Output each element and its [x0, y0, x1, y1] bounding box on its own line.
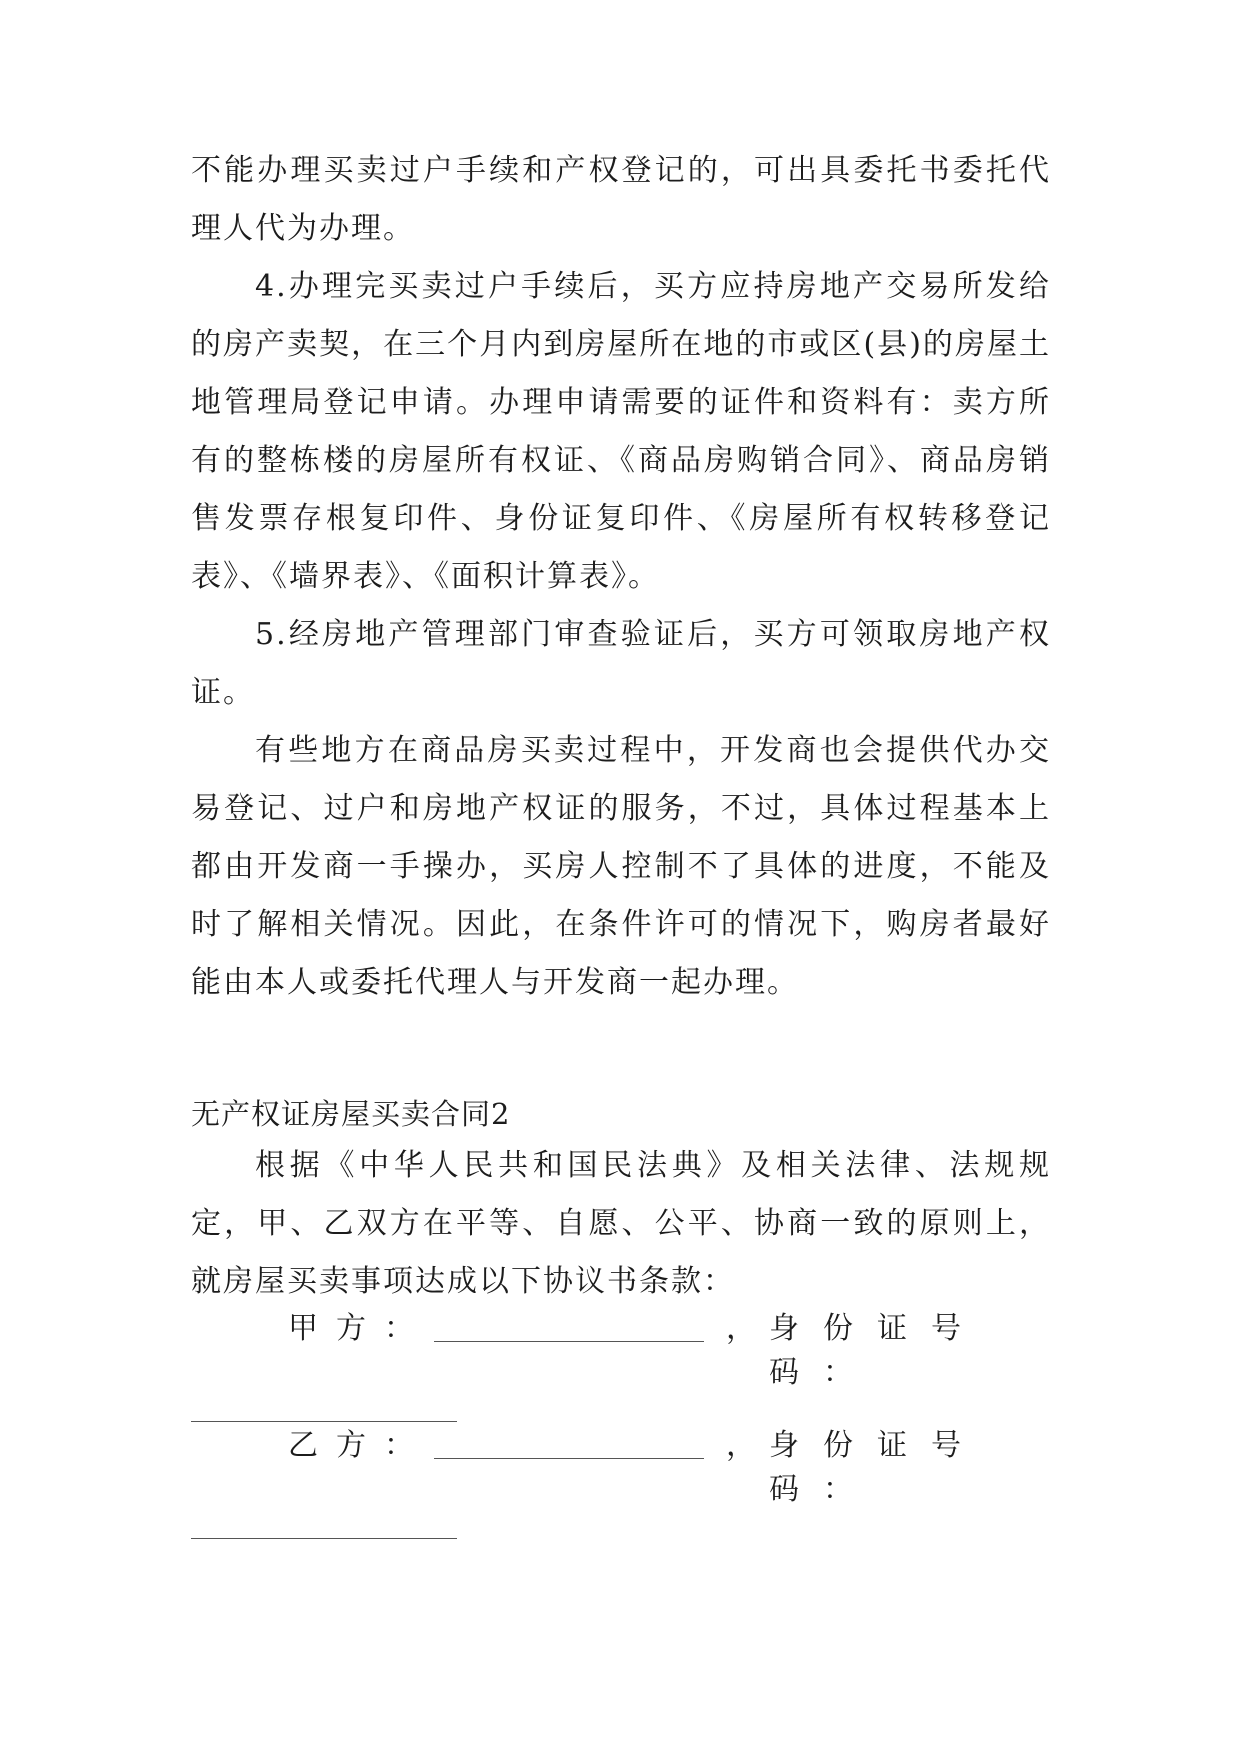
party-a-id-blank[interactable]	[191, 1421, 457, 1422]
party-b-id-label: 身份证号码：	[769, 1428, 985, 1507]
party-b-name-blank[interactable]	[434, 1458, 704, 1459]
contract-body-text	[191, 142, 1051, 1012]
paragraph-step-4: 4.办理完买卖过户手续后，买方应持房地产交易所发给的房产卖契，在三个月内到房屋所在地的市或区(县)的房屋土地管理局登记申请。办理申请需要的证件和资料有：卖方所有的整栋楼的房屋所有权证、《商品房购销合同》、商品房销售发票存根复印件、身份证复印件、《房屋所有权转移登记表》、《墙界表》、《面积计算表》。	[191, 269, 1051, 594]
party-a-name-blank[interactable]	[434, 1341, 704, 1342]
paragraph-step-5: 5.经房地产管理部门审查验证后，买方可领取房地产权证。	[191, 617, 1051, 710]
paragraph-continuation: 不能办理买卖过户手续和产权登记的，可出具委托书委托代理人代为办理。	[191, 153, 1051, 246]
party-a-label: 甲方：	[288, 1311, 432, 1346]
section-title: 无产权证房屋买卖合同2	[191, 1097, 511, 1131]
party-a-separator: ，	[726, 1311, 756, 1346]
party-b-label: 乙方：	[288, 1428, 432, 1463]
contract-intro-text	[191, 1137, 1051, 1311]
party-b-line	[191, 1424, 1051, 1507]
paragraph-intro: 根据《中华人民共和国民法典》及相关法律、法规规定，甲、乙双方在平等、自愿、公平、协商一致的原则上，就房屋买卖事项达成以下协议书条款：	[191, 1148, 1051, 1299]
party-a-line	[191, 1307, 1051, 1390]
party-b-separator: ，	[726, 1428, 756, 1463]
party-b-id-blank[interactable]	[191, 1538, 457, 1539]
paragraph-developer-note: 有些地方在商品房买卖过程中，开发商也会提供代办交易登记、过户和房地产权证的服务，不过，具体过程基本上都由开发商一手操办，买房人控制不了具体的进度，不能及时了解相关情况。因此，在条件许可的情况下，购房者最好能由本人或委托代理人与开发商一起办理。	[191, 733, 1051, 1000]
party-a-id-label: 身份证号码：	[769, 1311, 985, 1390]
